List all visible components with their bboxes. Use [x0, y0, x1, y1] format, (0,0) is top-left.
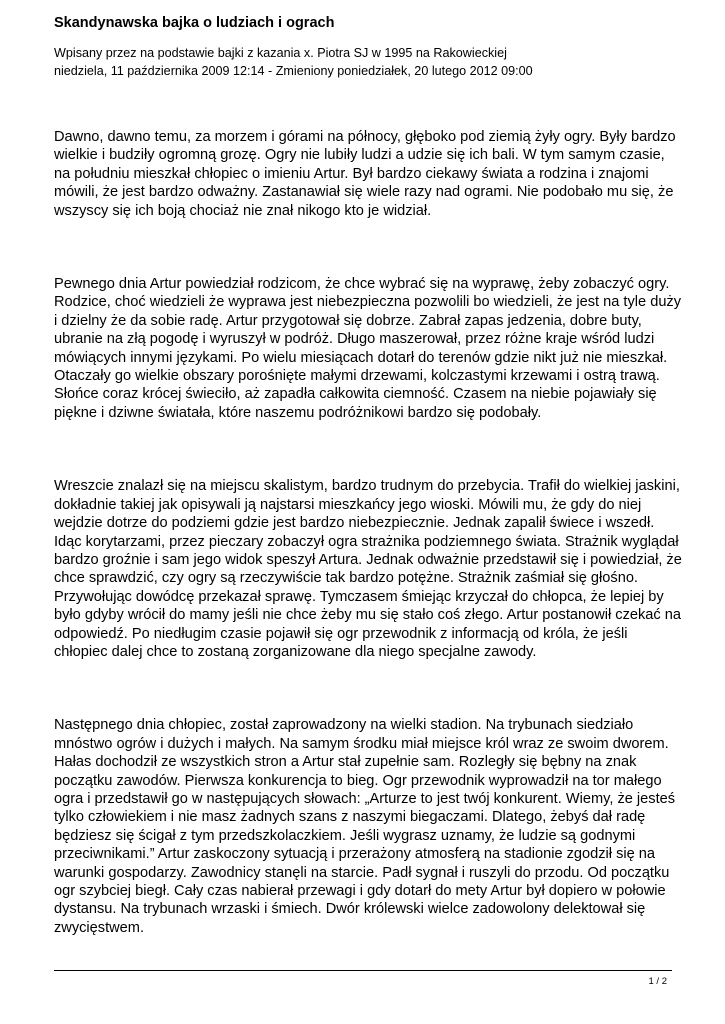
paragraph-2: Pewnego dnia Artur powiedział rodzicom, że chce wybrać się na wyprawę, żeby zobaczyć ogry. Rodzice, choć wiedzieli że wyprawa jest niebezpieczna pozwolili bo wiedzieli, że jest na tyle duży i dzielny że da sobie radę. Artur przygotował się dobrze. Zabrał zapas jedzenia, dobre buty, ubranie na złą pogodę i wyruszył w podróż. Długo maszerował, przez różne kraje wśród ludzi mówiących innymi językami. Po wielu miesiącach dotarł do terenów gdzie nikt już nie mieszkał. Otaczały go wielkie obszary porośnięte małymi drzewami, kolczastymi krzewami i ostrą trawą. Słońce coraz krócej świeciło, aż zapadła całkowita ciemność. Czasem na niebie pojawiały się piękne i dziwne światała, które naszemu podróżnikowi bardzo się podobały. — [54, 276, 682, 421]
paragraph-4: Następnego dnia chłopiec, został zaprowadzony na wielki stadion. Na trybunach siedziało mnóstwo ogrów i dużych i małych. Na samym środku miał miejsce król wraz ze swoim dworem. Hałas dochodził ze wszystkich stron a Artur stał zupełnie sam. Rozległy się bębny na znak początku zawodów. Pierwsza konkurencja to bieg. Ogr przewodnik wyprowadził na tor małego ogra i przedstawił go w następujących słowach: „Arturze to jest twój konkurent. Wiemy, że jesteś tylko człowiekiem i nie masz żadnych szans z naszymi biegaczami. Dlatego, żebyś dał radę będziesz się ścigał z tym przedszkolaczkiem. Jeśli wygrasz uznamy, że ludzie są godnymi przeciwnikami.” Artur zaskoczony sytuacją i przerażony atmosferą na stadionie zgodził się na warunki gospodarzy. Zawodnicy stanęli na starcie. Padł sygnał i ruszyli do przodu. Od początku ogr szybciej biegł. Cały czas nabierał przewagi i gdy dotarł do mety Artur był dopiero w połowie dystansu. Na trybunach wrzaski i śmiech. Dwór królewski wielce zadowolony delektował się zwycięstwem. — [54, 717, 676, 936]
footer-divider — [54, 970, 672, 971]
document-metadata — [54, 44, 674, 80]
date-modified-line: niedziela, 11 października 2009 12:14 - Zmieniony poniedziałek, 20 lutego 2012 09:00 — [54, 64, 533, 78]
paragraph-1: Dawno, dawno temu, za morzem i górami na północy, głęboko pod ziemią żyły ogry. Były bardzo wielkie i budziły ogromną grozę. Ogry nie lubiły ludzi a udzie się ich bali. W tym samym czasie, na południu mieszkał chłopiec o imieniu Artur. Był bardzo ciekawy świata a rodzina i znajomi mówili, że jest bardzo odważny. Zastanawiał się wiele razy nad ogrami. Nie podobało mu się, że wszyscy się ich boją chociaż nie znał nikogo kto je widział. — [54, 129, 676, 219]
page-number: 1 / 2 — [648, 976, 667, 987]
document-title: Skandynawska bajka o ludziach i ograch — [54, 15, 335, 31]
paragraph-3: Wreszcie znalazł się na miejscu skalistym, bardzo trudnym do przebycia. Trafił do wielkiej jaskini, dokładnie takiej jak opisywali ją najstarsi mieszkańcy jego wioski. Mówili mu, że gdy do niej wejdzie dotrze do podziemi gdzie jest bardzo niebezpiecznie. Jednak zapalił świece i wszedł. Idąc korytarzami, przez pieczary zobaczył ogra strażnika podziemnego świata. Strażnik wyglądał bardzo groźnie i sam jego widok speszył Artura. Jednak odważnie przedstawił się i powiedział, że chce sprawdzić, czy ogry są rzeczywiście tak bardzo potężne. Strażnik zaśmiał się głośno. Przywołując dowódcę przekazał sprawę. Tymczasem śmiejąc krzyczał do chłopca, że lepiej by było gdyby wrócił do mamy jeśli nie chce żeby mu się stało coś złego. Artur postanowił czekać na odpowiedź. Po niedługim czasie pojawił się ogr przewodnik z informacją od króla, że jeśli chłopiec dalej chce to zostaną zorganizowane dla niego specjalne zawody. — [54, 478, 682, 660]
document-body — [54, 128, 684, 937]
author-source-line: Wpisany przez na podstawie bajki z kazania x. Piotra SJ w 1995 na Rakowieckiej — [54, 46, 507, 60]
